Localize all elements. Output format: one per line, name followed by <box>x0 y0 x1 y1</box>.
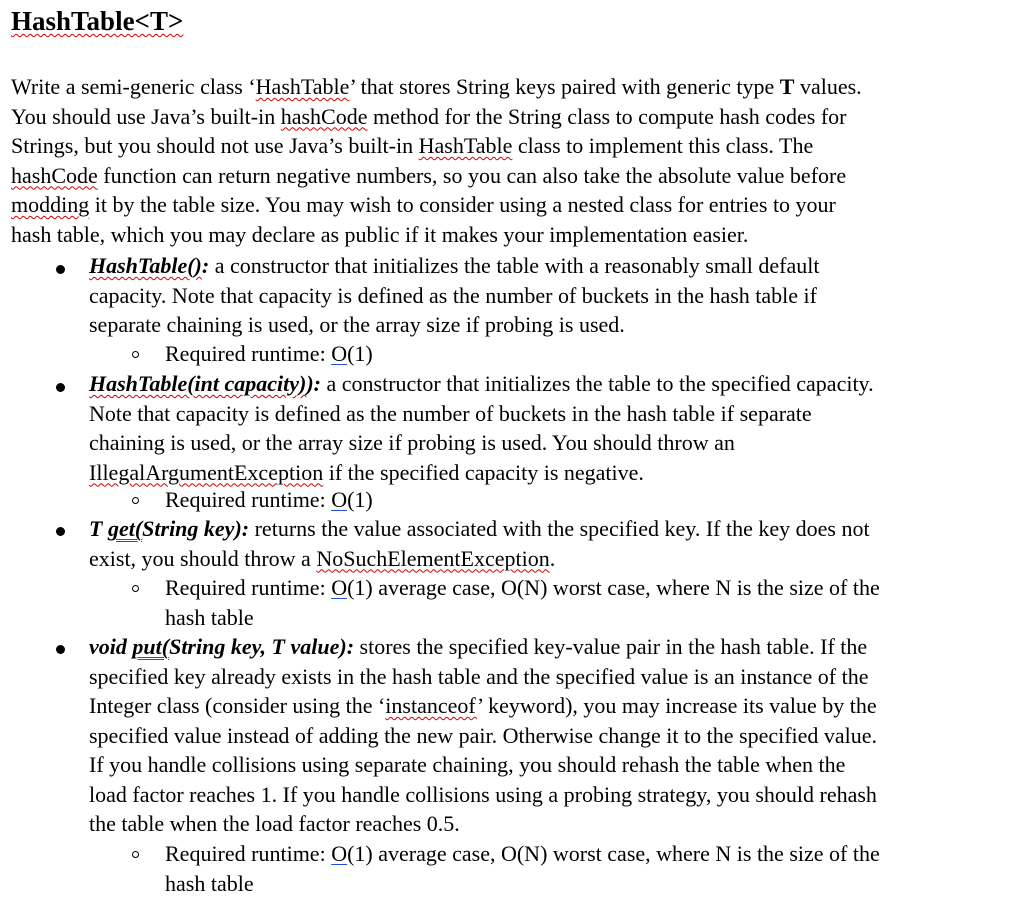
method-signature: HashTable() <box>89 253 202 278</box>
bullet-icon <box>56 527 65 536</box>
page-title <box>11 3 183 39</box>
method-item-get: T get(String key): returns the value associated with the specified key. If the key does not exist, you should throw a NoSuchElementException. <box>89 516 870 571</box>
method-item-put: void put(String key, T value): stores the specified key-value pair in the hash table. If the specified key already exists in the hash table and the specified value is an instance of the Integer class (consider using the ‘instanceof’ keyword), you may increase its value by the specified value instead of adding the new pair. Otherwise change it to the specified value. If you handle collisions using separate chaining, you should rehash the table when the load factor reaches 1. If you handle collisions using a probing strategy, you should rehash the table when the load factor reaches 0.5. <box>89 634 878 836</box>
method-item-capacity-constructor: HashTable(int capacity)): a constructor that initializes the table to the specified capacity. Note that capacity is defined as the number of buckets in the hash table if separate chaining is used, or the array size if probing is used. You should throw an IllegalArgumentException if the specified capacity is negative. <box>89 371 874 485</box>
runtime-note: Required runtime: O(1) average case, O(N) worst case, where N is the size of the hash table <box>165 575 880 630</box>
bullet-icon <box>56 645 65 654</box>
method-signature: get( <box>107 516 143 541</box>
intro-line: modding it by the table size. You may wish to consider using a nested class for entries to your <box>11 192 836 217</box>
sub-bullet-icon <box>132 851 139 858</box>
intro-line: Strings, but you should not use Java’s built-in HashTable class to implement this class. The <box>11 133 814 158</box>
sub-bullet-icon <box>132 585 139 592</box>
method-signature: put( <box>132 634 170 659</box>
intro-line: hash table, which you may declare as public if it makes your implementation easier. <box>11 221 749 247</box>
sub-bullet-icon <box>132 351 139 358</box>
method-item-default-constructor: HashTable(): a constructor that initializes the table with a reasonably small default capacity. Note that capacity is defined as the number of buckets in the hash table if separate chaining is used, or the array size if probing is used. <box>89 253 820 337</box>
runtime-note: Required runtime: O(1) <box>165 341 373 366</box>
intro-line: hashCode function can return negative numbers, so you can also take the absolute value before <box>11 162 847 188</box>
intro-line: Write a semi-generic class ‘HashTable’ that stores String keys paired with generic type T values. <box>11 74 862 99</box>
runtime-note: Required runtime: O(1) average case, O(N) worst case, where N is the size of the hash table <box>165 841 880 896</box>
bullet-icon <box>56 265 65 274</box>
runtime-note: Required runtime: O(1) <box>165 487 373 512</box>
sub-bullet-icon <box>132 497 139 504</box>
bullet-icon <box>56 383 65 392</box>
intro-line: You should use Java’s built-in hashCode method for the String class to compute hash codes for <box>11 103 847 129</box>
intro-paragraph <box>11 72 1016 249</box>
method-signature: HashTable(int capacity) <box>89 371 307 396</box>
title-text: HashTable<T> <box>11 6 184 36</box>
